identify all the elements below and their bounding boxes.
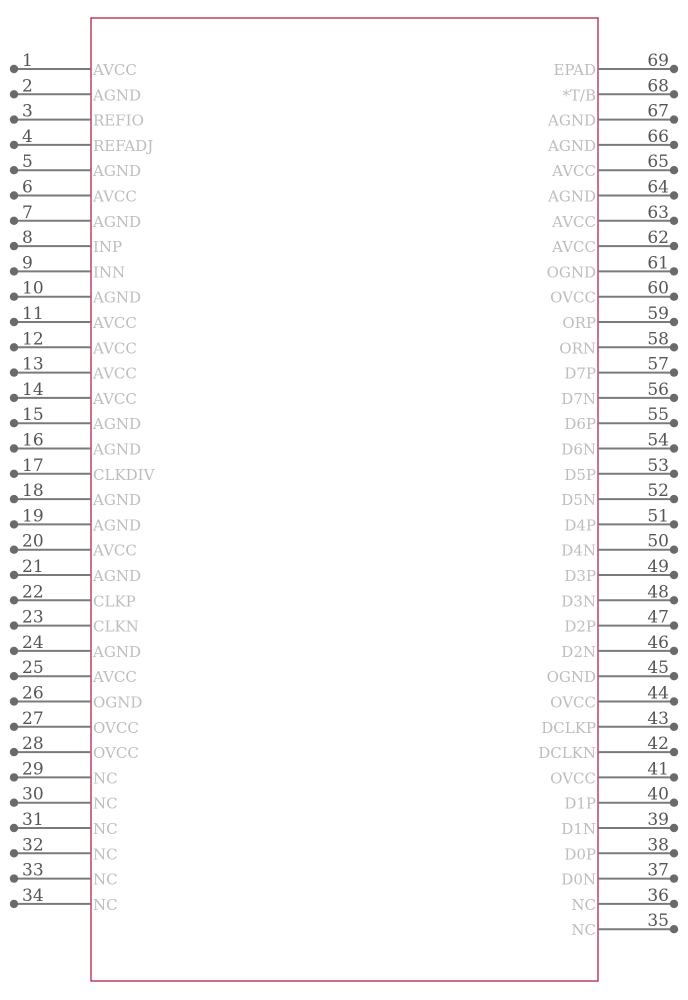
pin-16 (10, 431, 141, 459)
pin-name: AVCC (552, 238, 596, 257)
pin-68 (562, 76, 678, 104)
pin-12 (10, 329, 137, 357)
pin-name: *T/B (562, 86, 596, 105)
pin-name: D6P (564, 415, 596, 434)
pin-number: 35 (647, 911, 669, 932)
pin-endpoint-dot (10, 318, 18, 326)
pin-46 (561, 633, 678, 661)
pin-64 (547, 178, 678, 206)
pin-name: DCLKN (538, 744, 596, 763)
pin-number: 38 (647, 835, 669, 856)
pin-number: 11 (22, 304, 44, 324)
pin-number: 53 (647, 455, 669, 476)
pin-27 (10, 709, 139, 737)
pin-3 (10, 102, 144, 130)
pin-number: 43 (647, 708, 669, 729)
pin-endpoint-dot (10, 368, 18, 376)
pin-51 (564, 506, 678, 534)
pin-number: 21 (22, 557, 44, 577)
pin-name: D7P (564, 364, 596, 383)
pin-30 (10, 785, 118, 813)
pin-43 (541, 709, 678, 737)
pin-number: 25 (22, 658, 44, 679)
pin-number: 44 (647, 683, 669, 704)
pin-number: 26 (22, 683, 44, 704)
pin-endpoint-dot (670, 90, 678, 98)
pin-2 (10, 76, 141, 104)
pin-endpoint-dot (670, 546, 678, 554)
pin-name: AVCC (93, 541, 137, 560)
pin-number: 2 (22, 76, 33, 97)
pin-name: D0N (561, 870, 596, 889)
pin-endpoint-dot (670, 242, 678, 250)
pin-number: 4 (22, 126, 33, 147)
pin-63 (551, 203, 678, 231)
pin-number: 15 (22, 405, 44, 426)
pin-endpoint-dot (670, 318, 678, 326)
pin-name: AVCC (552, 162, 596, 181)
pin-number: 50 (647, 531, 669, 552)
pin-11 (10, 304, 137, 332)
pin-endpoint-dot (10, 293, 18, 301)
pin-endpoint-dot (10, 672, 18, 680)
pin-name: AGND (93, 491, 141, 510)
pin-number: 3 (22, 101, 33, 122)
pin-59 (562, 304, 678, 332)
pin-endpoint-dot (670, 571, 678, 579)
pin-23 (10, 608, 139, 636)
pin-endpoint-dot (670, 849, 678, 857)
pin-number: 59 (647, 304, 669, 324)
pin-number: 41 (647, 759, 669, 780)
pin-endpoint-dot (10, 90, 18, 98)
pin-38 (564, 835, 678, 863)
pin-endpoint-dot (670, 621, 678, 629)
pin-55 (564, 405, 678, 433)
pin-48 (561, 582, 678, 610)
pin-number: 68 (647, 76, 669, 97)
pin-name: DCLKP (541, 718, 596, 737)
pin-number: 28 (22, 734, 44, 755)
pin-31 (10, 810, 118, 838)
pin-33 (10, 861, 118, 889)
pin-62 (551, 228, 678, 256)
pin-endpoint-dot (10, 419, 18, 427)
pin-number: 23 (22, 607, 44, 628)
pin-number: 39 (647, 810, 669, 830)
pin-number: 18 (22, 481, 44, 502)
pin-number: 7 (22, 202, 33, 223)
pin-name: OGND (93, 693, 143, 712)
pin-endpoint-dot (10, 65, 18, 73)
pin-52 (561, 481, 678, 509)
pin-name: NC (93, 895, 118, 914)
pin-name: OVCC (93, 718, 139, 737)
pin-number: 51 (647, 506, 669, 527)
pin-number: 47 (647, 607, 669, 628)
pin-name: NC (93, 769, 118, 788)
pin-number: 19 (22, 506, 44, 527)
pin-number: 56 (647, 379, 669, 400)
pin-69 (553, 51, 678, 79)
pin-name: OGND (546, 263, 596, 282)
pin-20 (10, 532, 137, 560)
pin-name: CLKDIV (93, 465, 155, 484)
pin-endpoint-dot (670, 723, 678, 731)
pin-endpoint-dot (670, 368, 678, 376)
pin-name: AGND (93, 440, 141, 459)
pin-endpoint-dot (10, 621, 18, 629)
pin-endpoint-dot (670, 394, 678, 402)
pin-4 (10, 127, 153, 155)
pin-7 (10, 203, 141, 231)
pin-name: NC (571, 895, 596, 914)
pin-name: CLKP (93, 592, 136, 611)
pin-22 (10, 582, 136, 610)
pin-name: NC (93, 794, 118, 813)
pin-number: 52 (647, 481, 669, 502)
pin-name: AGND (93, 288, 141, 307)
pin-endpoint-dot (10, 849, 18, 857)
pin-45 (547, 658, 679, 686)
pin-endpoint-dot (670, 217, 678, 225)
pin-number: 49 (647, 557, 669, 577)
pin-name: AGND (548, 136, 596, 155)
pin-number: 42 (647, 734, 669, 755)
pin-number: 40 (647, 784, 669, 805)
pin-endpoint-dot (10, 773, 18, 781)
pin-endpoint-dot (10, 874, 18, 882)
pin-number: 37 (647, 860, 669, 881)
pin-name: REFADJ (93, 136, 154, 155)
pin-57 (564, 355, 678, 383)
pin-name: NC (571, 921, 596, 940)
pin-29 (10, 759, 118, 787)
pin-41 (550, 759, 678, 787)
pin-number: 65 (647, 152, 669, 173)
pin-name: AVCC (93, 314, 137, 332)
pin-endpoint-dot (670, 141, 678, 149)
pin-name: D4P (564, 516, 596, 535)
pin-35 (571, 911, 678, 939)
pin-65 (551, 152, 678, 180)
pin-endpoint-dot (10, 546, 18, 554)
pin-34 (10, 886, 118, 914)
pin-number: 34 (22, 885, 44, 906)
pin-number: 32 (22, 835, 44, 856)
left-pin-column (10, 51, 156, 914)
pin-name: NC (93, 845, 118, 864)
pin-endpoint-dot (670, 773, 678, 781)
pin-number: 33 (22, 860, 44, 881)
pin-53 (564, 456, 678, 484)
pin-name: AVCC (93, 187, 137, 206)
pin-endpoint-dot (670, 925, 678, 933)
pin-endpoint-dot (10, 394, 18, 402)
pin-number: 30 (22, 784, 44, 805)
pin-endpoint-dot (10, 647, 18, 655)
pin-number: 1 (22, 51, 33, 71)
pin-name: CLKN (93, 617, 139, 636)
pin-endpoint-dot (10, 141, 18, 149)
pin-54 (561, 431, 678, 459)
pin-endpoint-dot (670, 115, 678, 123)
pin-8 (10, 228, 122, 256)
pin-number: 8 (22, 228, 33, 249)
pin-number: 64 (647, 177, 669, 198)
pin-42 (538, 734, 678, 762)
pin-name: D2N (561, 642, 596, 661)
pin-endpoint-dot (670, 267, 678, 275)
pin-66 (547, 127, 678, 155)
pin-18 (10, 481, 141, 509)
pin-name: EPAD (553, 61, 596, 79)
pin-name: AVCC (93, 668, 137, 687)
pin-name: AGND (93, 567, 141, 585)
pin-name: INN (93, 263, 126, 282)
pin-number: 6 (22, 177, 33, 198)
pin-name: D6N (561, 440, 596, 459)
pin-number: 57 (647, 354, 669, 375)
pin-name: NC (93, 820, 118, 838)
ic-body-outline (91, 18, 598, 981)
pin-number: 60 (647, 278, 669, 299)
pin-number: 66 (647, 126, 669, 147)
pin-56 (561, 380, 678, 408)
pin-endpoint-dot (670, 799, 678, 807)
pin-name: AGND (93, 642, 141, 661)
pin-49 (564, 557, 678, 585)
pin-number: 14 (22, 379, 44, 400)
pin-number: 17 (22, 455, 44, 476)
pin-endpoint-dot (670, 419, 678, 427)
pin-endpoint-dot (10, 217, 18, 225)
pin-name: AVCC (93, 61, 137, 79)
pin-name: D3N (561, 592, 596, 611)
pin-number: 16 (22, 430, 44, 451)
pin-number: 55 (647, 405, 669, 426)
pin-name: REFIO (93, 111, 144, 130)
pin-endpoint-dot (10, 571, 18, 579)
pin-1 (10, 51, 137, 79)
pin-number: 24 (22, 632, 44, 653)
pin-endpoint-dot (10, 166, 18, 174)
pin-number: 62 (647, 228, 669, 249)
pin-endpoint-dot (670, 293, 678, 301)
pin-endpoint-dot (670, 191, 678, 199)
pin-number: 13 (22, 354, 44, 375)
pin-endpoint-dot (10, 697, 18, 705)
pin-number: 9 (22, 253, 33, 274)
pin-number: 29 (22, 759, 44, 780)
pin-21 (10, 557, 141, 585)
pin-endpoint-dot (10, 495, 18, 503)
pin-9 (10, 253, 125, 281)
pin-40 (564, 785, 678, 813)
pin-endpoint-dot (10, 343, 18, 351)
pin-name: D5N (561, 491, 596, 510)
pin-15 (10, 405, 141, 433)
pin-endpoint-dot (10, 191, 18, 199)
pin-name: AGND (93, 86, 141, 105)
pin-number: 58 (647, 329, 669, 350)
pin-name: D0P (564, 845, 596, 864)
pin-19 (10, 506, 141, 534)
pin-name: D2P (564, 617, 596, 636)
pin-endpoint-dot (10, 242, 18, 250)
pin-25 (10, 658, 137, 686)
pin-endpoint-dot (670, 520, 678, 528)
pin-13 (10, 355, 137, 383)
pin-number: 63 (647, 202, 669, 223)
pin-endpoint-dot (10, 799, 18, 807)
pin-name: ORP (562, 314, 596, 332)
pin-61 (547, 253, 679, 281)
pin-number: 10 (22, 278, 44, 299)
pin-endpoint-dot (10, 748, 18, 756)
pin-5 (10, 152, 141, 180)
pin-58 (559, 329, 678, 357)
pin-name: D5P (564, 465, 596, 484)
pin-endpoint-dot (670, 748, 678, 756)
pin-name: AVCC (93, 389, 137, 408)
pin-endpoint-dot (670, 444, 678, 452)
pin-name: D1N (561, 820, 596, 838)
pin-name: AGND (93, 212, 141, 231)
pin-name: OGND (546, 668, 596, 687)
pin-name: AGND (93, 162, 141, 181)
pin-number: 69 (647, 51, 669, 71)
pin-32 (10, 835, 118, 863)
pin-endpoint-dot (10, 267, 18, 275)
pin-endpoint-dot (670, 166, 678, 174)
pin-endpoint-dot (10, 723, 18, 731)
pin-name: ORN (559, 339, 596, 358)
pin-name: OVCC (550, 769, 596, 788)
pin-26 (10, 684, 143, 712)
pin-number: 20 (22, 531, 44, 552)
pin-number: 27 (22, 708, 44, 729)
pin-47 (564, 608, 678, 636)
pin-10 (10, 279, 141, 307)
pin-37 (561, 861, 678, 889)
pin-number: 54 (647, 430, 669, 451)
pin-name: NC (93, 870, 118, 889)
pin-endpoint-dot (10, 470, 18, 478)
pin-number: 31 (22, 810, 44, 830)
pin-44 (550, 684, 678, 712)
pin-6 (10, 178, 137, 206)
pin-number: 5 (22, 152, 33, 173)
pin-name: AGND (548, 111, 596, 130)
pin-24 (10, 633, 141, 661)
pin-endpoint-dot (670, 596, 678, 604)
pin-50 (561, 532, 678, 560)
pin-endpoint-dot (670, 647, 678, 655)
pin-endpoint-dot (10, 520, 18, 528)
pin-67 (547, 102, 678, 130)
pin-name: OVCC (550, 288, 596, 307)
pin-endpoint-dot (10, 824, 18, 832)
pin-endpoint-dot (10, 596, 18, 604)
pin-name: AVCC (93, 339, 137, 358)
pin-endpoint-dot (670, 470, 678, 478)
pin-number: 12 (22, 329, 44, 350)
pin-endpoint-dot (670, 900, 678, 908)
pin-number: 67 (647, 101, 669, 122)
pin-endpoint-dot (670, 495, 678, 503)
pin-name: AGND (548, 187, 596, 206)
right-pin-column (538, 51, 678, 939)
pin-endpoint-dot (10, 115, 18, 123)
pin-name: OVCC (93, 744, 139, 763)
pin-name: AGND (93, 516, 141, 535)
pin-number: 45 (647, 658, 669, 679)
pin-17 (10, 456, 156, 484)
pin-endpoint-dot (670, 343, 678, 351)
pin-number: 36 (647, 885, 669, 906)
pin-name: D1P (564, 794, 596, 813)
pin-number: 46 (647, 632, 669, 653)
pin-endpoint-dot (10, 900, 18, 908)
pin-14 (10, 380, 137, 408)
pin-28 (10, 734, 139, 762)
pin-name: D7N (561, 389, 596, 408)
pin-39 (561, 810, 678, 838)
pin-number: 22 (22, 582, 44, 603)
pin-name: D3P (564, 567, 596, 585)
pin-name: INP (93, 238, 123, 257)
pin-endpoint-dot (670, 672, 678, 680)
pin-endpoint-dot (670, 65, 678, 73)
pin-number: 61 (647, 253, 669, 274)
pin-endpoint-dot (670, 874, 678, 882)
pin-endpoint-dot (670, 824, 678, 832)
pin-name: OVCC (550, 693, 596, 712)
pin-name: AVCC (93, 364, 137, 383)
pin-name: AVCC (552, 212, 596, 231)
pin-36 (571, 886, 678, 914)
pin-number: 48 (647, 582, 669, 603)
pin-name: AGND (93, 415, 141, 434)
pin-60 (550, 279, 678, 307)
pin-endpoint-dot (10, 444, 18, 452)
pin-endpoint-dot (670, 697, 678, 705)
pin-name: D4N (561, 541, 596, 560)
